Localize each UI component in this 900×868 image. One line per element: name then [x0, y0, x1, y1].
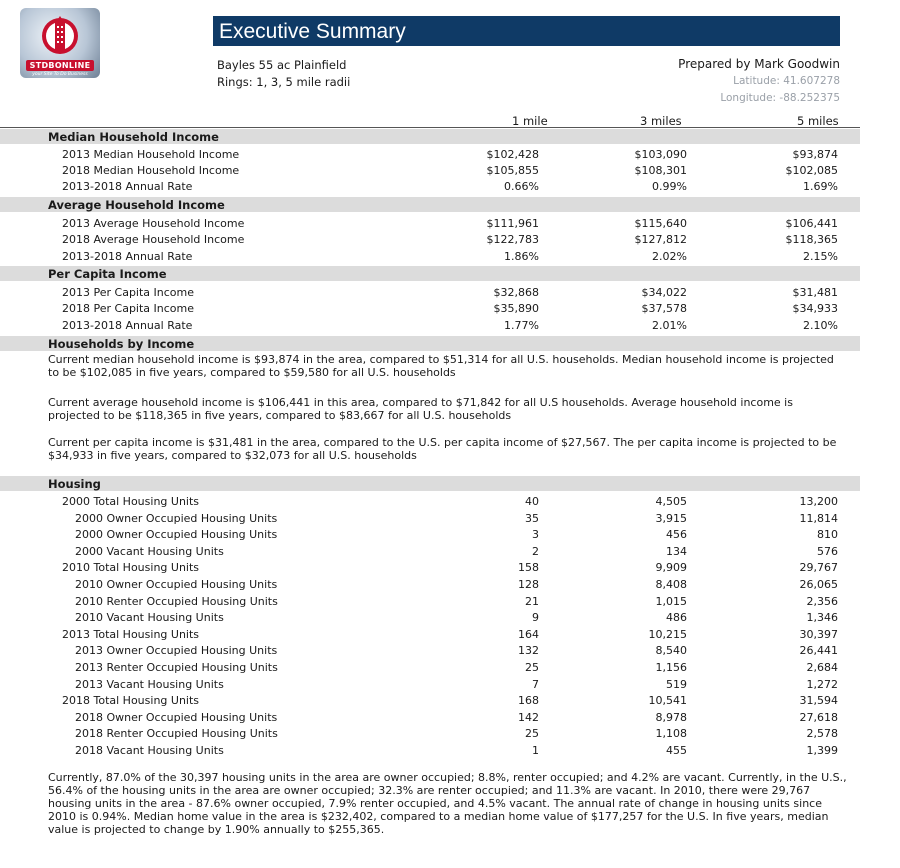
value-5miles: 2,684 [806, 661, 838, 674]
value-1mile: $111,961 [486, 217, 539, 230]
row-label: 2013 Renter Occupied Housing Units [75, 661, 278, 674]
value-1mile: 1.86% [504, 250, 539, 263]
section-title: Median Household Income [48, 130, 219, 144]
value-3miles: 10,541 [648, 694, 687, 708]
value-5miles: 576 [817, 544, 838, 558]
row-label: 2013 Total Housing Units [62, 627, 200, 641]
value-3miles: $115,640 [634, 217, 687, 230]
latitude: Latitude: 41.607278 [733, 75, 840, 87]
value-1mile: 7 [532, 677, 539, 691]
value-3miles: 9,909 [655, 561, 687, 575]
row-label: 2018 Per Capita Income [62, 302, 195, 315]
table-row [0, 216, 860, 232]
col-header-3miles: 3 miles [640, 114, 682, 128]
value-5miles: $102,085 [785, 164, 838, 177]
value-3miles: 1,015 [655, 594, 687, 608]
value-5miles: 2,578 [806, 727, 838, 741]
row-label: 2013 Owner Occupied Housing Units [75, 644, 278, 658]
section-housing [0, 476, 860, 491]
row-label: 2018 Renter Occupied Housing Units [75, 727, 278, 741]
table-row [0, 494, 860, 510]
row-label: 2018 Vacant Housing Units [75, 744, 224, 757]
value-1mile: 25 [525, 727, 539, 741]
average-income-paragraph: Current average household income is $106,441 in this area, compared to $71,842 for all U.S households. Average household income is projected to be $118,365 in five years, compared to $83,667 for all U.S. households [48, 396, 793, 422]
value-1mile: 2 [532, 544, 539, 558]
value-1mile: $32,868 [493, 286, 539, 299]
building-globe-icon [40, 14, 80, 60]
row-label: 2000 Owner Occupied Housing Units [75, 511, 278, 525]
table-row [0, 726, 860, 742]
value-5miles: 810 [817, 528, 838, 542]
value-1mile: 164 [518, 627, 539, 641]
section-average-income [0, 197, 860, 212]
value-3miles: 3,915 [655, 511, 687, 525]
table-row [0, 527, 860, 543]
table-row [0, 710, 860, 726]
value-5miles: 26,065 [799, 578, 838, 591]
value-5miles: $118,365 [785, 233, 838, 246]
value-3miles: 1,108 [655, 727, 687, 741]
value-1mile: 21 [525, 594, 539, 608]
table-row [0, 677, 860, 693]
value-1mile: 168 [518, 694, 539, 708]
value-1mile: 35 [525, 511, 539, 525]
section-title: Housing [48, 477, 101, 491]
section-median-income [0, 129, 860, 144]
value-3miles: 8,978 [655, 710, 687, 724]
value-1mile: 40 [525, 495, 539, 508]
table-row [0, 163, 860, 179]
table-row [0, 627, 860, 643]
value-1mile: $122,783 [486, 233, 539, 246]
col-header-5miles: 5 miles [797, 114, 839, 128]
row-label: 2010 Vacant Housing Units [75, 611, 224, 625]
row-label: 2018 Median Household Income [62, 164, 240, 177]
row-label: 2013 Vacant Housing Units [75, 677, 224, 691]
value-5miles: $34,933 [792, 302, 838, 315]
col-header-1mile: 1 mile [512, 114, 548, 128]
table-row [0, 577, 860, 593]
table-row [0, 511, 860, 527]
site-name: Bayles 55 ac Plainfield [217, 58, 347, 72]
section-title: Households by Income [48, 337, 195, 351]
value-1mile: 3 [532, 528, 539, 542]
row-label: 2018 Average Household Income [62, 233, 245, 246]
row-label: 2013-2018 Annual Rate [62, 180, 193, 193]
value-5miles: 13,200 [799, 495, 838, 508]
value-1mile: 0.66% [504, 180, 539, 193]
logo-brand: STDBONLINE [26, 60, 94, 71]
value-3miles: 2.01% [652, 319, 687, 332]
value-1mile: $105,855 [486, 164, 539, 177]
value-5miles: 1,399 [806, 744, 838, 757]
row-label: 2018 Total Housing Units [62, 694, 200, 708]
value-5miles: 31,594 [799, 694, 838, 708]
row-label: 2013 Per Capita Income [62, 286, 195, 299]
per-capita-paragraph: Current per capita income is $31,481 in the area, compared to the U.S. per capita income of $27,567. The per capita income is projected to be $34,933 in five years, compared to $32,073 for all U.S. households [48, 436, 837, 462]
row-label: 2013 Median Household Income [62, 148, 240, 161]
value-5miles: 27,618 [799, 710, 838, 724]
value-1mile: 128 [518, 578, 539, 591]
row-label: 2010 Renter Occupied Housing Units [75, 594, 278, 608]
table-row [0, 147, 860, 163]
row-label: 2010 Total Housing Units [62, 561, 200, 575]
site-rings: Rings: 1, 3, 5 mile radii [217, 75, 351, 89]
value-3miles: 134 [666, 544, 687, 558]
value-5miles: $106,441 [785, 217, 838, 230]
value-3miles: 10,215 [648, 627, 687, 641]
table-row [0, 544, 860, 560]
value-5miles: $93,874 [792, 148, 838, 161]
row-label: 2018 Owner Occupied Housing Units [75, 710, 278, 724]
table-row [0, 693, 860, 709]
value-3miles: 4,505 [655, 495, 687, 508]
header-divider [0, 127, 860, 128]
prepared-by: Prepared by Mark Goodwin [678, 57, 840, 71]
value-3miles: 8,408 [655, 578, 687, 591]
row-label: 2013 Average Household Income [62, 217, 245, 230]
value-5miles: 11,814 [799, 511, 838, 525]
row-label: 2013-2018 Annual Rate [62, 250, 193, 263]
section-title: Per Capita Income [48, 267, 167, 281]
section-per-capita-income [0, 266, 860, 281]
section-title: Average Household Income [48, 198, 225, 212]
table-row [0, 560, 860, 576]
longitude: Longitude: -88.252375 [720, 92, 840, 104]
value-3miles: 0.99% [652, 180, 687, 193]
value-3miles: $103,090 [634, 148, 687, 161]
value-3miles: 456 [666, 528, 687, 542]
section-households-by-income [0, 336, 860, 351]
housing-summary-paragraph: Currently, 87.0% of the 30,397 housing units in the area are owner occupied; 8.8%, renter occupied; and 4.2% are vacant. Currently, in the U.S., 56.4% of the housing units in the area are owner occupied; 32.3% are renter occupied; and 11.3% are vacant. In 2010, there were 29,767 housing units in the area - 87.6% owner occupied, 7.9% renter occupied, and 4.5% vacant. The annual rate of change in housing units since 2010 is 0.94%. Median home value in the area is $232,402, compared to a median home value of $177,257 for the U.S. In five years, median value is projected to change by 1.90% annually to $255,365. [48, 771, 847, 836]
value-3miles: 2.02% [652, 250, 687, 263]
value-3miles: $108,301 [634, 164, 687, 177]
value-1mile: $102,428 [486, 148, 539, 161]
value-1mile: 9 [532, 611, 539, 625]
table-row [0, 249, 860, 265]
row-label: 2013-2018 Annual Rate [62, 319, 193, 332]
table-row [0, 232, 860, 248]
table-row [0, 301, 860, 317]
table-row [0, 285, 860, 301]
value-1mile: 132 [518, 644, 539, 658]
value-5miles: 2,356 [806, 594, 838, 608]
median-income-paragraph: Current median household income is $93,874 in the area, compared to $51,314 for all U.S. households. Median household income is projected to be $102,085 in five years, compared to $59,580 for all U.S. households [48, 353, 834, 379]
value-1mile: 25 [525, 661, 539, 674]
value-5miles: 1,346 [806, 611, 838, 625]
value-5miles: $31,481 [792, 286, 838, 299]
stdb-logo [20, 8, 100, 78]
table-row [0, 660, 860, 676]
table-row [0, 594, 860, 610]
value-5miles: 30,397 [799, 627, 838, 641]
value-1mile: 1.77% [504, 319, 539, 332]
value-5miles: 26,441 [799, 644, 838, 658]
value-5miles: 29,767 [799, 561, 838, 575]
value-1mile: 142 [518, 710, 539, 724]
row-label: 2000 Owner Occupied Housing Units [75, 528, 278, 542]
table-row [0, 179, 860, 195]
table-row [0, 743, 860, 759]
logo-tagline: your Site To Do Business [32, 72, 88, 77]
value-3miles: $127,812 [634, 233, 687, 246]
value-3miles: $37,578 [641, 302, 687, 315]
table-row [0, 318, 860, 334]
value-1mile: 158 [518, 561, 539, 575]
value-3miles: 519 [666, 677, 687, 691]
table-row [0, 610, 860, 626]
value-3miles: 1,156 [655, 661, 687, 674]
value-5miles: 2.15% [803, 250, 838, 263]
value-3miles: 486 [666, 611, 687, 625]
value-5miles: 1,272 [806, 677, 838, 691]
value-5miles: 2.10% [803, 319, 838, 332]
page-title: Executive Summary [213, 16, 840, 46]
value-3miles: 8,540 [655, 644, 687, 658]
value-3miles: 455 [666, 744, 687, 757]
value-5miles: 1.69% [803, 180, 838, 193]
value-1mile: $35,890 [493, 302, 539, 315]
table-row [0, 643, 860, 659]
row-label: 2010 Owner Occupied Housing Units [75, 578, 278, 591]
value-3miles: $34,022 [641, 286, 687, 299]
row-label: 2000 Vacant Housing Units [75, 544, 224, 558]
value-1mile: 1 [532, 744, 539, 757]
row-label: 2000 Total Housing Units [62, 495, 200, 508]
